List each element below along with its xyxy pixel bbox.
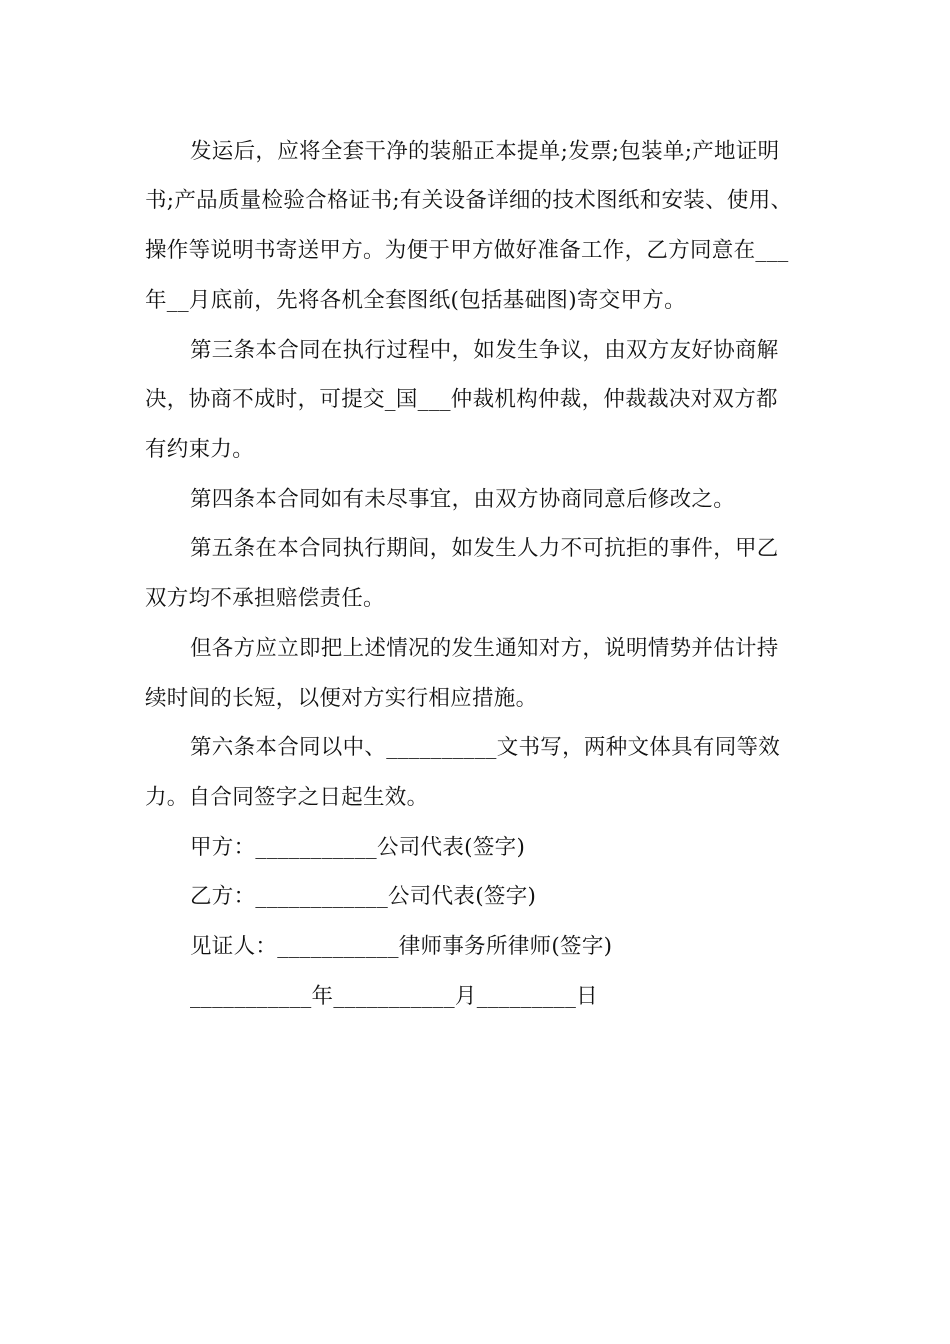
article-4-line: 第四条本合同如有未尽事宜，由双方协商同意后修改之。 <box>190 487 736 512</box>
article-3-line: 决，协商不成时，可提交_国___仲裁机构仲裁，仲裁裁决对双方都 <box>145 387 778 412</box>
date-line: ___________年___________月_________日 <box>190 984 598 1009</box>
paragraph-line: 年__月底前，先将各机全套图纸(包括基础图)寄交甲方。 <box>145 288 686 313</box>
notice-paragraph-line: 但各方应立即把上述情况的发生通知对方，说明情势并估计持 <box>190 636 779 661</box>
article-6-line: 第六条本合同以中、__________文书写，两种文体具有同等效 <box>190 735 781 760</box>
article-5-line: 第五条在本合同执行期间，如发生人力不可抗拒的事件，甲乙 <box>190 536 779 561</box>
paragraph-line: 发运后，应将全套干净的装船正本提单;发票;包装单;产地证明 <box>190 139 780 164</box>
party-b-signature-line: 乙方：____________公司代表(签字) <box>190 884 537 909</box>
notice-paragraph-line: 续时间的长短，以便对方实行相应措施。 <box>145 686 538 711</box>
paragraph-line: 书;产品质量检验合格证书;有关设备详细的技术图纸和安装、使用、 <box>145 188 793 213</box>
article-3-line: 第三条本合同在执行过程中，如发生争议，由双方友好协商解 <box>190 338 779 363</box>
witness-signature-line: 见证人：___________律师事务所律师(签字) <box>190 934 613 959</box>
article-5-line: 双方均不承担赔偿责任。 <box>145 586 385 611</box>
party-a-signature-line: 甲方：___________公司代表(签字) <box>190 835 526 860</box>
paragraph-line: 操作等说明书寄送甲方。为便于甲方做好准备工作，乙方同意在___ <box>145 238 789 263</box>
article-6-line: 力。自合同签字之日起生效。 <box>145 785 429 810</box>
article-3-line: 有约束力。 <box>145 437 255 462</box>
